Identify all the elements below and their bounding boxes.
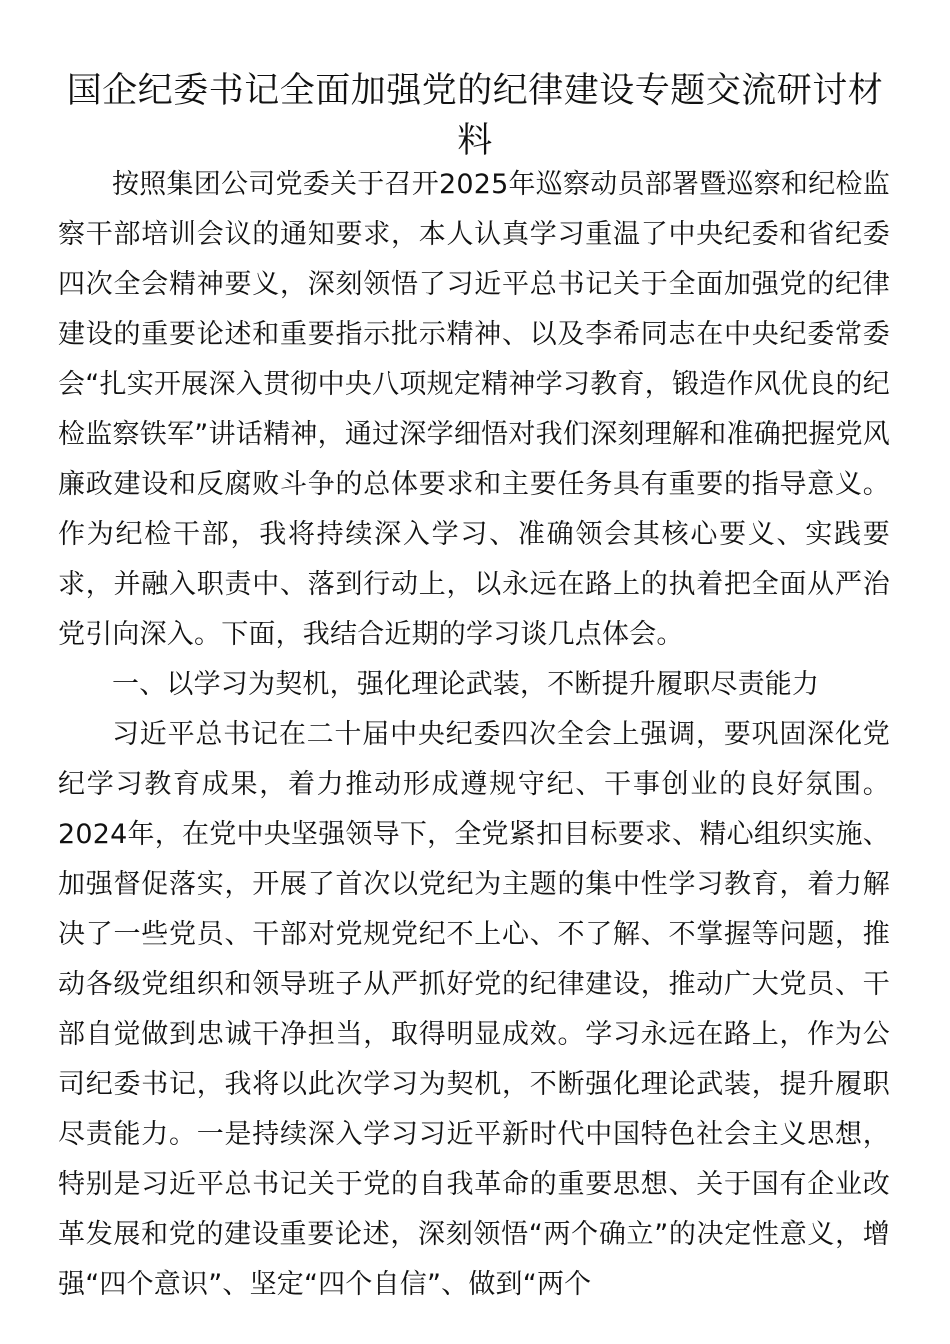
section-paragraph: 习近平总书记在二十届中央纪委四次全会上强调，要巩固深化党纪学习教育成果，着力推动形成遵规守纪、干事创业的良好氛围。2024年，在党中央坚强领导下，全党紧扣目标要求、精心组织实施、加强督促落实，开展了首次以党纪为主题的集中性学习教育，着力解决了一些党员、干部对党规党纪不上心、不了解、不掌握等问题，推动各级党组织和领导班子从严抓好党的纪律建设，推动广大党员、干部自觉做到忠诚干净担当，取得明显成效。学习永远在路上，作为公司纪委书记，我将以此次学习为契机，不断强化理论武装，提升履职尽责能力。一是持续深入学习习近平新时代中国特色社会主义思想，特别是习近平总书记关于党的自我革命的重要思想、关于国有企业改革发展和党的建设重要论述，深刻领悟“两个确立”的决定性意义，增强“四个意识”、坚定“四个自信”、做到“两个	[58, 719, 890, 1300]
section-heading: 一、以学习为契机，强化理论武装，不断提升履职尽责能力	[112, 669, 820, 700]
document-body	[58, 160, 890, 1310]
document-title: 国企纪委书记全面加强党的纪律建设专题交流研讨材料	[66, 71, 884, 161]
intro-paragraph: 按照集团公司党委关于召开2025年巡察动员部署暨巡察和纪检监察干部培训会议的通知要求，本人认真学习重温了中央纪委和省纪委四次全会精神要义，深刻领悟了习近平总书记关于全面加强党的纪律建设的重要论述和重要指示批示精神、以及李希同志在中央纪委常委会“扎实开展深入贯彻中央八项规定精神学习教育，锻造作风优良的纪检监察铁军”讲话精神，通过深学细悟对我们深刻理解和准确把握党风廉政建设和反腐败斗争的总体要求和主要任务具有重要的指导意义。作为纪检干部，我将持续深入学习、准确领会其核心要义、实践要求，并融入职责中、落到行动上，以永远在路上的执着把全面从严治党引向深入。下面，我结合近期的学习谈几点体会。	[58, 169, 890, 650]
